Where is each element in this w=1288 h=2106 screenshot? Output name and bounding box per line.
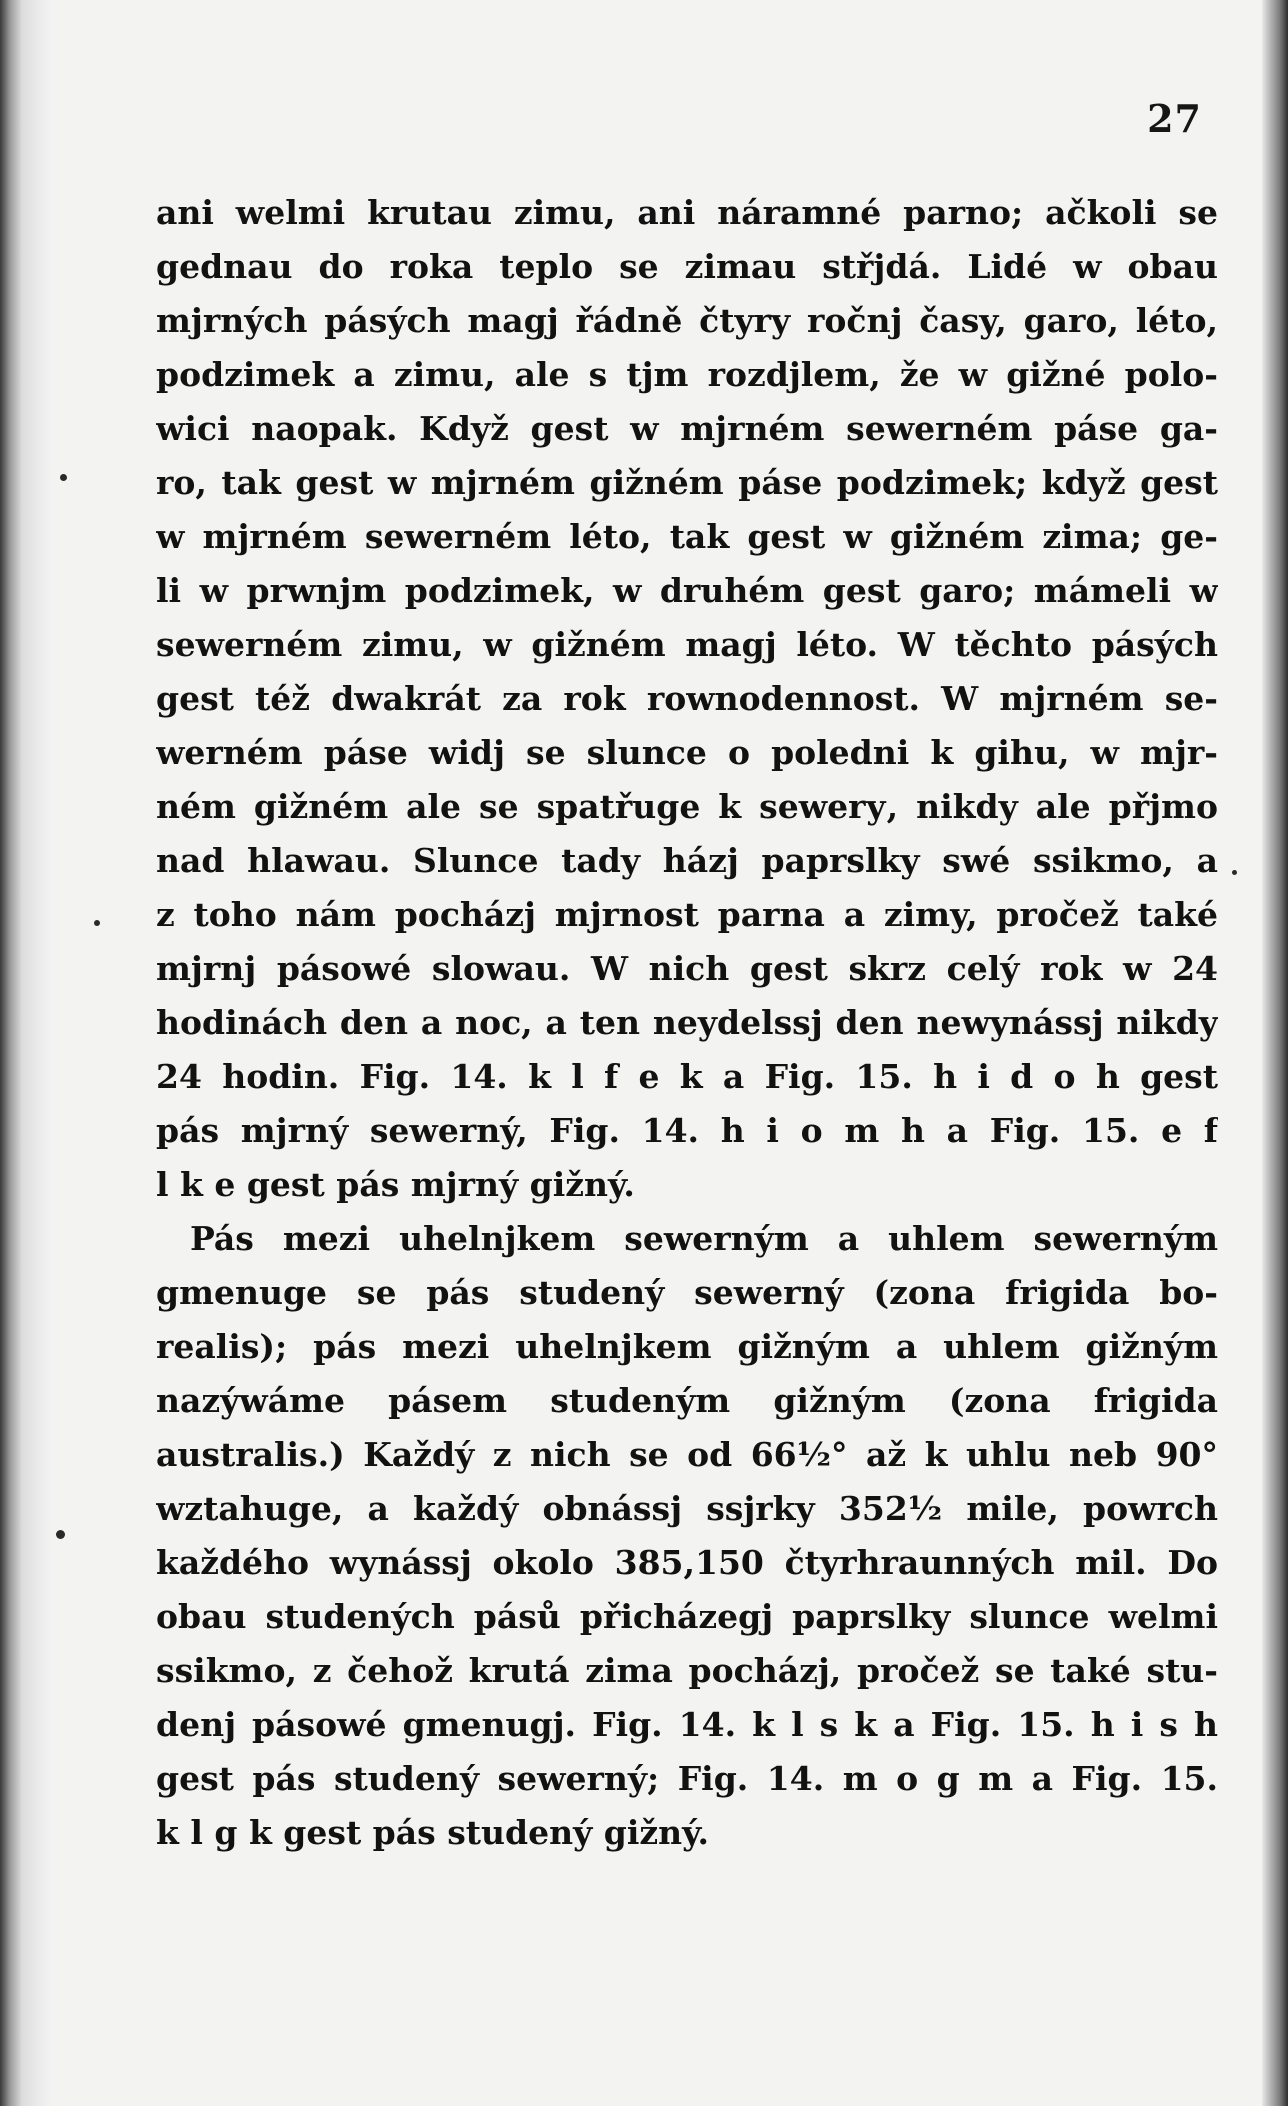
scan-speck xyxy=(60,474,67,481)
text-line: sewerném zimu, w gižném magj léto. W těchto pásých xyxy=(156,625,1218,664)
text-line: nazýwáme pásem studeným gižným (zona frigida xyxy=(156,1381,1218,1420)
page-number: 27 xyxy=(1147,96,1202,141)
text-line: gest pás studený sewerný; Fig. 14. m o g m a Fig. 15. xyxy=(156,1759,1218,1798)
scan-edge-left xyxy=(0,0,54,2106)
text-line: mjrných pásých magj řádně čtyry ročnj časy, garo, léto, xyxy=(156,301,1218,340)
text-line: obau studených pásů přicházegj paprslky slunce welmi xyxy=(156,1597,1218,1636)
text-line: podzimek a zimu, ale s tjm rozdjlem, že w gižné polo- xyxy=(156,355,1218,394)
text-line: pás mjrný sewerný, Fig. 14. h i o m h a Fig. 15. e f xyxy=(156,1111,1218,1150)
text-line: australis.) Každý z nich se od 66½° až k uhlu neb 90° xyxy=(156,1435,1218,1474)
text-line: ném gižném ale se spatřuge k sewerу, nikdy ale přjmo xyxy=(156,787,1218,826)
book-page xyxy=(54,0,1262,2106)
text-line: ro, tak gest w mjrném gižném páse podzimek; když gest xyxy=(156,463,1218,502)
text-line: w mjrném sewerném léto, tak gest w gižném zima; ge- xyxy=(156,517,1218,556)
text-line: li w prwnjm podzimek, w druhém gest garo; mámeli w xyxy=(156,571,1218,610)
scan-speck xyxy=(94,920,100,926)
scan-speck xyxy=(56,1530,65,1539)
text-line: 24 hodin. Fig. 14. k l f e k a Fig. 15. h i d o h gest xyxy=(156,1057,1218,1096)
text-line: werném páse widj se slunce o poledni k gihu, w mjr- xyxy=(156,733,1218,772)
text-line: gmenuge se pás studený sewerný (zona frigida bo- xyxy=(156,1273,1218,1312)
text-line: realis); pás mezi uhelnjkem gižným a uhlem gižným xyxy=(156,1327,1218,1366)
text-line: hodinách den a noc, a ten neydelssj den newynássj nikdy xyxy=(156,1003,1218,1042)
text-line: Pás mezi uhelnjkem sewerným a uhlem sewerným xyxy=(190,1219,1218,1258)
text-line: wztahuge, a každý obnássj ssjrky 352½ mile, powrch xyxy=(156,1489,1218,1528)
text-line: nad hlawau. Slunce tady házj paprslky swé ssikmo, a xyxy=(156,841,1218,880)
text-line: ani welmi krutau zimu, ani náramné parno; ačkoli se xyxy=(156,193,1218,232)
text-line: z toho nám pocházj mjrnost parna a zimy, pročež také xyxy=(156,895,1218,934)
text-line: k l g k gest pás studený gižný. xyxy=(156,1813,709,1852)
text-line: denj pásowé gmenugj. Fig. 14. k l s k a Fig. 15. h i s h xyxy=(156,1705,1218,1744)
text-line: gest též dwakrát za rok rownodennost. W mjrném se- xyxy=(156,679,1218,718)
page-text xyxy=(156,186,1218,1860)
text-line: mjrnj pásowé slowau. W nich gest skrz celý rok w 24 xyxy=(156,949,1218,988)
paragraph-1 xyxy=(156,186,1218,1212)
text-line: wici naopak. Když gest w mjrném sewerném páse ga- xyxy=(156,409,1218,448)
paragraph-2 xyxy=(156,1212,1218,1860)
text-line: gednau do roka teplo se zimau střjdá. Lidé w obau xyxy=(156,247,1218,286)
scan-speck xyxy=(1232,870,1237,875)
scan-edge-right xyxy=(1262,0,1288,2106)
text-line: každého wynássj okolo 385,150 čtyrhraunných mil. Do xyxy=(156,1543,1218,1582)
text-line: l k e gest pás mjrný gižný. xyxy=(156,1165,635,1204)
text-line: ssikmo, z čehož krutá zima pocházj, pročež se také stu- xyxy=(156,1651,1218,1690)
